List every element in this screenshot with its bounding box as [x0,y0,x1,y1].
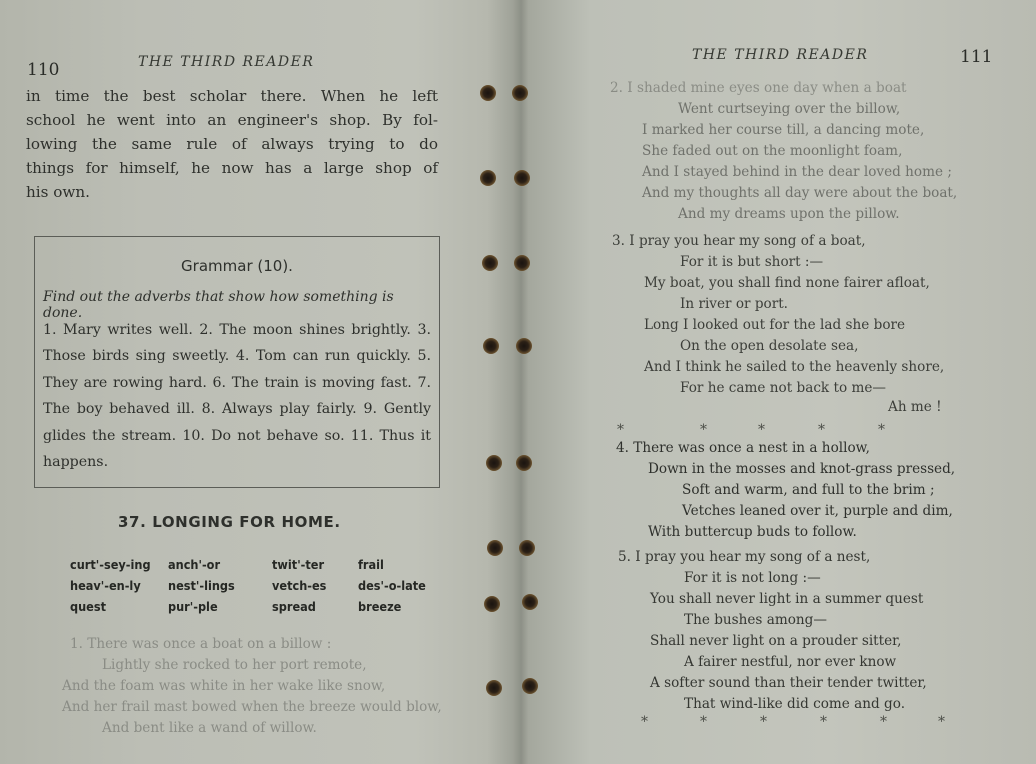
poem-line: And my thoughts all day were about the boat, [642,185,958,201]
right-page [510,0,1036,764]
section-divider-stars [510,714,1036,732]
poem-line: And the foam was white in her wake like snow, [62,678,386,694]
poem-line: And her frail mast bowed when the breeze would blow, [62,699,442,715]
stitch-hole [483,338,499,354]
poem-stanza-3 [612,231,945,416]
poem-stanza-2 [610,78,958,225]
poem-line: In river or port. [680,296,789,312]
word-item: vetch-es [272,578,327,593]
poem-line: The bushes among— [684,612,827,628]
poem-line: 4. There was once a nest in a hollow, [616,440,870,456]
word-list [70,555,458,617]
poem-line: 3. I pray you hear my song of a boat, [612,233,866,249]
running-head-left: THE THIRD READER [138,54,315,70]
poem-line: My boat, you shall find none fairer afloat, [644,275,930,291]
word-item: spread [272,599,316,614]
poem-line: And I stayed behind in the dear loved home ; [642,164,952,180]
star-mark: * [818,422,825,438]
page-number-left: 110 [27,60,60,80]
prose-line: in time the best scholar there. When he left [26,87,438,105]
poem-line: And bent like a wand of willow. [102,720,317,736]
star-mark: * [700,714,707,730]
word-item: heav'-en-ly [70,578,141,593]
poem-line: And my dreams upon the pillow. [678,206,900,222]
running-head-right: THE THIRD READER [692,47,869,63]
poem-line: Down in the mosses and knot-grass pressed, [648,461,956,477]
word-item: frail [358,557,384,572]
poem-stanza-5 [618,547,927,715]
star-mark: * [878,422,885,438]
word-item: quest [70,599,107,614]
prose-line: his own. [26,183,91,201]
word-item: des'-o-late [358,578,426,593]
page-number-right: 111 [960,47,993,67]
word-item: nest'-lings [168,578,235,593]
left-page [0,0,500,764]
poem-line: Lightly she rocked to her port remote, [102,657,367,673]
poem-line: For it is but short :— [680,254,824,270]
grammar-instruction: Find out the adverbs that show how something is done. [43,289,394,321]
stitch-hole [486,455,502,471]
word-item: breeze [358,599,402,614]
poem-line: On the open desolate sea, [680,338,859,354]
poem-line: Ah me ! [888,399,942,415]
prose-paragraph [26,84,438,204]
poem-line: You shall never light in a summer quest [650,591,924,607]
poem-line: Went curtseying over the billow, [678,101,901,117]
poem-line: A softer sound than their tender twitter, [650,675,927,691]
star-mark: * [880,714,887,730]
star-mark: * [760,714,767,730]
poem-line: For it is not long :— [684,570,821,586]
poem-line: Soft and warm, and full to the brim ; [682,482,935,498]
poem-line: And I think he sailed to the heavenly shore, [644,359,945,375]
star-mark: * [758,422,765,438]
star-mark: * [820,714,827,730]
poem-line: For he came not back to me— [680,380,886,396]
grammar-exercises: 1. Mary writes well. 2. The moon shines brightly. 3. Those birds sing sweetly. 4. Tom can run quickly. 5. They are rowing hard. 6. The train is moving fast. 7. The boy behaved ill. 8. Always play fairly. 9. Gently glides the stream. 10. Do not behave so. 11. Thus it happens. [43,322,431,471]
star-mark: * [617,422,624,438]
stitch-hole [480,85,496,101]
star-mark: * [641,714,648,730]
poem-line: She faded out on the moonlight foam, [642,143,903,159]
poem-line: 2. I shaded mine eyes one day when a boat [610,80,907,96]
stitch-hole [487,540,503,556]
poem-line: Shall never light on a prouder sitter, [650,633,902,649]
word-item: anch'-or [168,557,221,572]
stitch-hole [480,170,496,186]
word-item: twit'-ter [272,557,325,572]
word-item: pur'-ple [168,599,218,614]
prose-line: lowing the same rule of always trying to do [26,135,438,153]
lesson-title: 37. LONGING FOR HOME. [118,513,341,531]
poem-line: Vetches leaned over it, purple and dim, [682,503,953,519]
poem-line: Long I looked out for the lad she bore [644,317,906,333]
poem-line: That wind-like did come and go. [684,696,906,712]
grammar-box [34,236,440,488]
star-mark: * [700,422,707,438]
stitch-hole [484,596,500,612]
poem-stanza-1 [62,634,450,739]
word-item: curt'-sey-ing [70,557,151,572]
poem-line: With buttercup buds to follow. [648,524,857,540]
poem-line: A fairer nestful, nor ever know [684,654,897,670]
poem-line: 1. There was once a boat on a billow : [70,636,332,652]
poem-line: 5. I pray you hear my song of a nest, [618,549,871,565]
stitch-hole [482,255,498,271]
poem-line: I marked her course till, a dancing mote, [642,122,925,138]
prose-line: things for himself, he now has a large shop of [26,159,438,177]
prose-line: school he went into an engineer's shop. By fol- [26,111,438,129]
stitch-hole [486,680,502,696]
grammar-title: Grammar (10). [181,257,293,275]
poem-stanza-4 [616,438,956,543]
star-mark: * [938,714,945,730]
